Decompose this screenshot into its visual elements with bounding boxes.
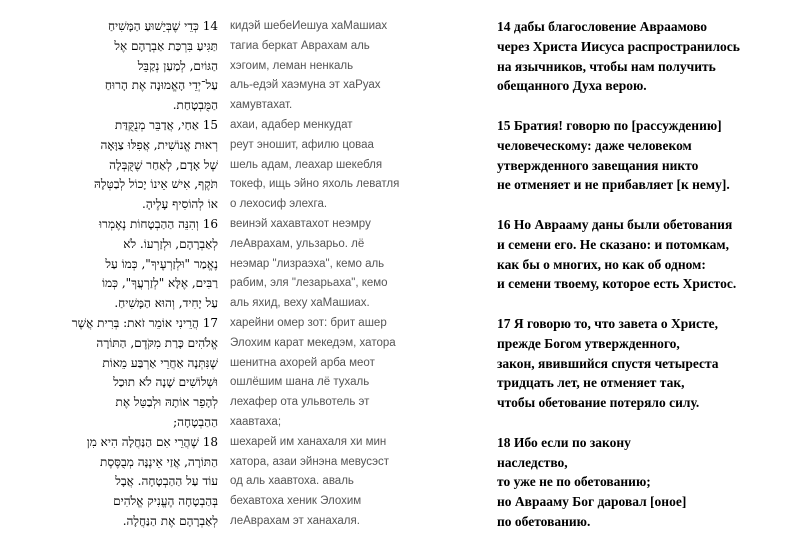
transliteration-line: реут эношит, афилю цоваа bbox=[230, 138, 374, 151]
russian-line: через Христа Иисуса распространилось bbox=[497, 38, 740, 54]
transliteration-line: бехавтоха хеник Элохим bbox=[230, 495, 362, 508]
transliteration-line: рабим, эля "лезарьаха", кемо bbox=[230, 277, 388, 290]
russian-line: чтобы обетование потеряло силу. bbox=[497, 395, 700, 411]
hebrew-line: אֱלֹהִים כָּרַת מִקֹּדֶם, הַתּוֹרָה bbox=[96, 335, 218, 350]
hebrew-line: רְאוּת אֱנוֹשִׁית, אֲפִלּוּ צַוָּאָה bbox=[100, 137, 218, 152]
transliteration-line: тагиа беркат Авраxам аль bbox=[230, 39, 370, 52]
russian-line: не отменяет и не прибавляет [к нему]. bbox=[497, 177, 730, 193]
hebrew-line: אוֹ לְהוֹסִיף עָלֶיהָ. bbox=[142, 197, 218, 212]
hebrew-line: 16 וְהִנֵּה הַהַבְטָחוֹת נֶאֶמְרוּ bbox=[98, 216, 218, 231]
hebrew-line: לְאַבְרָהָם אֶת הַנַּחֲלָה. bbox=[122, 513, 218, 528]
hebrew-line: עַל יָחִיד, וְהוּא הַמָּשִׁיחַ. bbox=[114, 296, 218, 311]
russian-line: 18 Ибо если по закону bbox=[497, 434, 631, 450]
russian-line: по обетованию. bbox=[497, 513, 591, 529]
transliteration-line: шехарей им ханахаля хи мин bbox=[230, 435, 387, 448]
transliteration-line: ошлёшим шана лё тухаль bbox=[230, 376, 370, 389]
transliteration-line: аль яхид, веху хаМашиах. bbox=[230, 297, 370, 310]
hebrew-line: הַהַבְטָחָה; bbox=[173, 414, 218, 429]
russian-line: как бы о многих, но как об одном: bbox=[497, 256, 706, 272]
russian-line: обещанного Духа верою. bbox=[497, 78, 647, 94]
transliteration-line: хамувтахат. bbox=[230, 99, 293, 112]
russian-line: 17 Я говорю то, что завета о Христе, bbox=[497, 315, 719, 331]
transliteration-line: лехафер ота ульвотель эт bbox=[230, 396, 370, 409]
hebrew-line: לְאַבְרָהָם, וּלְזַרְעוֹ. לֹא bbox=[123, 236, 218, 251]
transliteration-line: леАвраxам, ульзарьо. лё bbox=[230, 237, 365, 250]
transliteration-line: ахаи, адабер менкудат bbox=[230, 118, 353, 131]
hebrew-line: תֹּקֶף, אִישׁ אֵינוֹ יָכוֹל לְבַטְּלָהּ bbox=[93, 177, 218, 192]
hebrew-line: 15 אַחַי, אֲדַבֵּר מְנֻקֻּדַּת bbox=[114, 117, 218, 132]
hebrew-line: וּשְׁלוֹשִׁים שָׁנָה לֹא תוּכַל bbox=[113, 375, 218, 390]
verse-paragraph bbox=[497, 433, 797, 532]
russian-line: закон, явившийся спустя четыреста bbox=[497, 355, 719, 371]
transliteration-line: леАвраxам эт ханахаля. bbox=[230, 514, 360, 527]
hebrew-line: הַמֻּבְטָחַת. bbox=[172, 98, 218, 113]
russian-line: 16 Но Аврааму даны были обетования bbox=[497, 216, 733, 232]
hebrew-column bbox=[58, 17, 218, 532]
russian-line: человеческому: даже человеком bbox=[497, 137, 692, 153]
transliteration-line: од аль хаавтоха. аваль bbox=[230, 475, 354, 488]
verse-paragraph bbox=[497, 116, 797, 195]
hebrew-line: 14 כְּדֵי שֶׁבְּיֵשׁוּעַ הַמָּשִׁיחַ bbox=[107, 19, 218, 33]
russian-line: наследство, bbox=[497, 454, 568, 470]
transliteration-line: харейни омер зот: брит ашер bbox=[230, 316, 387, 329]
verse-paragraph bbox=[497, 215, 797, 294]
hebrew-line: שֶׁל אָדָם, לְאַחַר שֶׁקֻּבְּלָה bbox=[109, 157, 218, 172]
transliteration-line: Элохим карат мекедэм, хатора bbox=[230, 336, 396, 349]
russian-line: 14 дабы благословение Авраамово bbox=[497, 19, 708, 34]
hebrew-line: תַּגִּיעַ בִּרְכַּת אַבְרָהָם אֶל bbox=[114, 38, 218, 53]
verse-paragraph bbox=[497, 314, 797, 413]
transliteration-line: аль-едэй хаэмуна эт хаРуах bbox=[230, 79, 381, 92]
transliteration-line: о лехосиф элехга. bbox=[230, 198, 328, 211]
russian-line: то уже не по обетованию; bbox=[497, 474, 651, 490]
transliteration-line: кидэй шебеИешуа хаМашиах bbox=[230, 20, 388, 32]
russian-line: прежде Богом утвержденного, bbox=[497, 335, 680, 351]
hebrew-line: נֶאֱמַר "וּלְזַרְעֶיךָ", כְּמוֹ עַל bbox=[105, 256, 218, 271]
hebrew-line: בְּהַבְטָחָה הֶעֱנִיק אֱלֹהִים bbox=[113, 494, 218, 509]
russian-line: 15 Братия! говорю по [рассуждению] bbox=[497, 117, 722, 133]
russian-line: но Аврааму Бог даровал [оное] bbox=[497, 494, 687, 510]
russian-line: и семени твоему, которое есть Христос. bbox=[497, 276, 737, 292]
hebrew-line: הַתּוֹרָה, אֲזַי אֵינֶנָּה מְבֻסֶּסֶת bbox=[100, 454, 218, 469]
hebrew-line: לְהָפֵר אוֹתָהּ וּלְבַטֵּל אֶת bbox=[115, 395, 218, 410]
transliteration-line: неэмар "лизраэха", кемо аль bbox=[230, 257, 385, 270]
hebrew-line: רַבִּים, אֶלָּא "לְזַרְעֲךָ", כְּמוֹ bbox=[101, 276, 218, 291]
russian-line: тридцать лет, не отменяет так, bbox=[497, 375, 685, 391]
transliteration-line: шель адам, леахар шекебля bbox=[230, 158, 383, 171]
hebrew-line: שֶׁנִּתְּנָה אַחֲרֵי אַרְבַּע מֵאוֹת bbox=[102, 355, 218, 370]
transliteration-line: токеф, ищь эйно яхоль леватля bbox=[230, 178, 400, 191]
transliteration-column bbox=[230, 17, 480, 532]
russian-line: на язычников, чтобы нам получить bbox=[497, 58, 716, 74]
transliteration-line: хатора, азаи эйнэна мевусэст bbox=[230, 455, 390, 468]
russian-column bbox=[497, 17, 797, 552]
transliteration-line: веинэй хахавтахот неэмру bbox=[230, 217, 371, 230]
hebrew-line: 17 הֲרֵינִי אוֹמֵר זֹאת: בְּרִית אֲשֶׁר bbox=[71, 315, 218, 330]
transliteration-line: хэгоим, леман ненкаль bbox=[230, 59, 354, 72]
russian-line: и семени его. Не сказано: и потомкам, bbox=[497, 236, 730, 252]
russian-line: утвержденного завещания никто bbox=[497, 157, 699, 173]
hebrew-line: 18 שֶׁהֲרֵי אִם הַנַּחֲלָה הִיא מִן bbox=[86, 434, 218, 449]
hebrew-line: הַגּוֹיִם, לְמַעַן נְקַבֵּל bbox=[137, 58, 218, 73]
hebrew-line: עַל־יְדֵי הָאֱמוּנָה אֶת הָרוּחַ bbox=[104, 78, 218, 93]
transliteration-line: хаавтаха; bbox=[230, 415, 282, 428]
transliteration-line: шенитна ахорей арба меот bbox=[230, 356, 375, 369]
verse-paragraph bbox=[497, 17, 797, 96]
hebrew-line: עוֹד עַל הַהַבְטָחָה. אֲבָל bbox=[115, 474, 218, 489]
